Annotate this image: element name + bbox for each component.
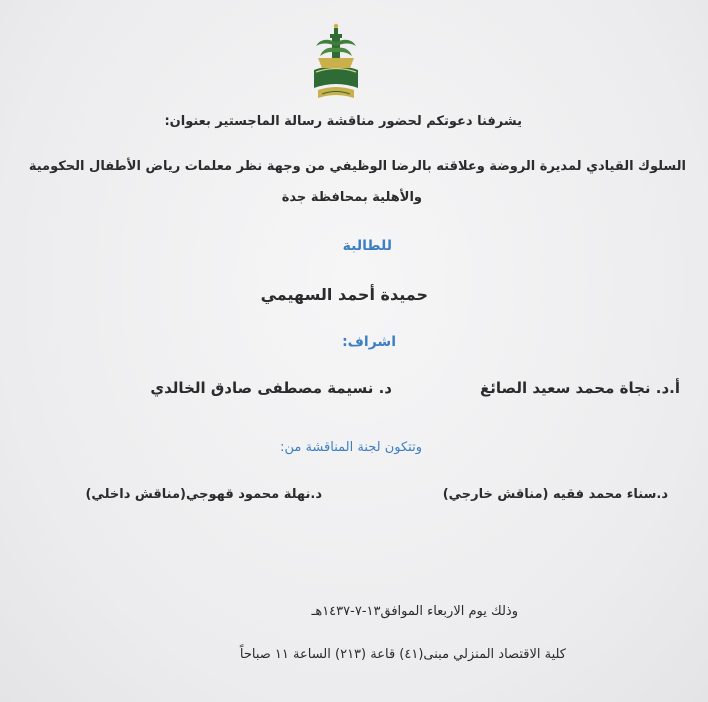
supervisor-2: د. نسيمة مصطفى صادق الخالدي xyxy=(150,379,392,397)
university-crest-logo xyxy=(310,22,362,100)
date-line: وذلك يوم الاربعاء الموافق١٣-٧-١٤٣٧هـ xyxy=(311,604,518,619)
venue-line: كلية الاقتصاد المنزلي مبنى(٤١) قاعة (٢١٣) الساعة ١١ صباحاً xyxy=(239,647,566,662)
invitation-intro: يشرفنا دعوتكم لحضور مناقشة رسالة الماجستير بعنوان: xyxy=(164,114,522,129)
student-name: حميدة أحمد السهيمي xyxy=(260,285,428,304)
committee-label: وتتكون لجنة المناقشة من: xyxy=(280,440,422,455)
student-label: للطالبة xyxy=(342,238,392,254)
examiner-internal: د.نهلة محمود قهوجي(مناقش داخلي) xyxy=(85,487,322,502)
thesis-title-line-2: والأهلية بمحافظة جدة xyxy=(281,190,422,205)
thesis-title-line-1: السلوك القيادي لمديرة الروضة وعلاقته بالرضا الوظيفي من وجهة نظر معلمات رياض الأطفال الحكومية xyxy=(28,159,686,174)
supervision-label: اشراف: xyxy=(342,334,396,350)
supervisor-1: أ.د. نجاة محمد سعيد الصائغ xyxy=(480,379,680,397)
examiner-external: د.سناء محمد فقيه (مناقش خارجي) xyxy=(442,487,668,502)
